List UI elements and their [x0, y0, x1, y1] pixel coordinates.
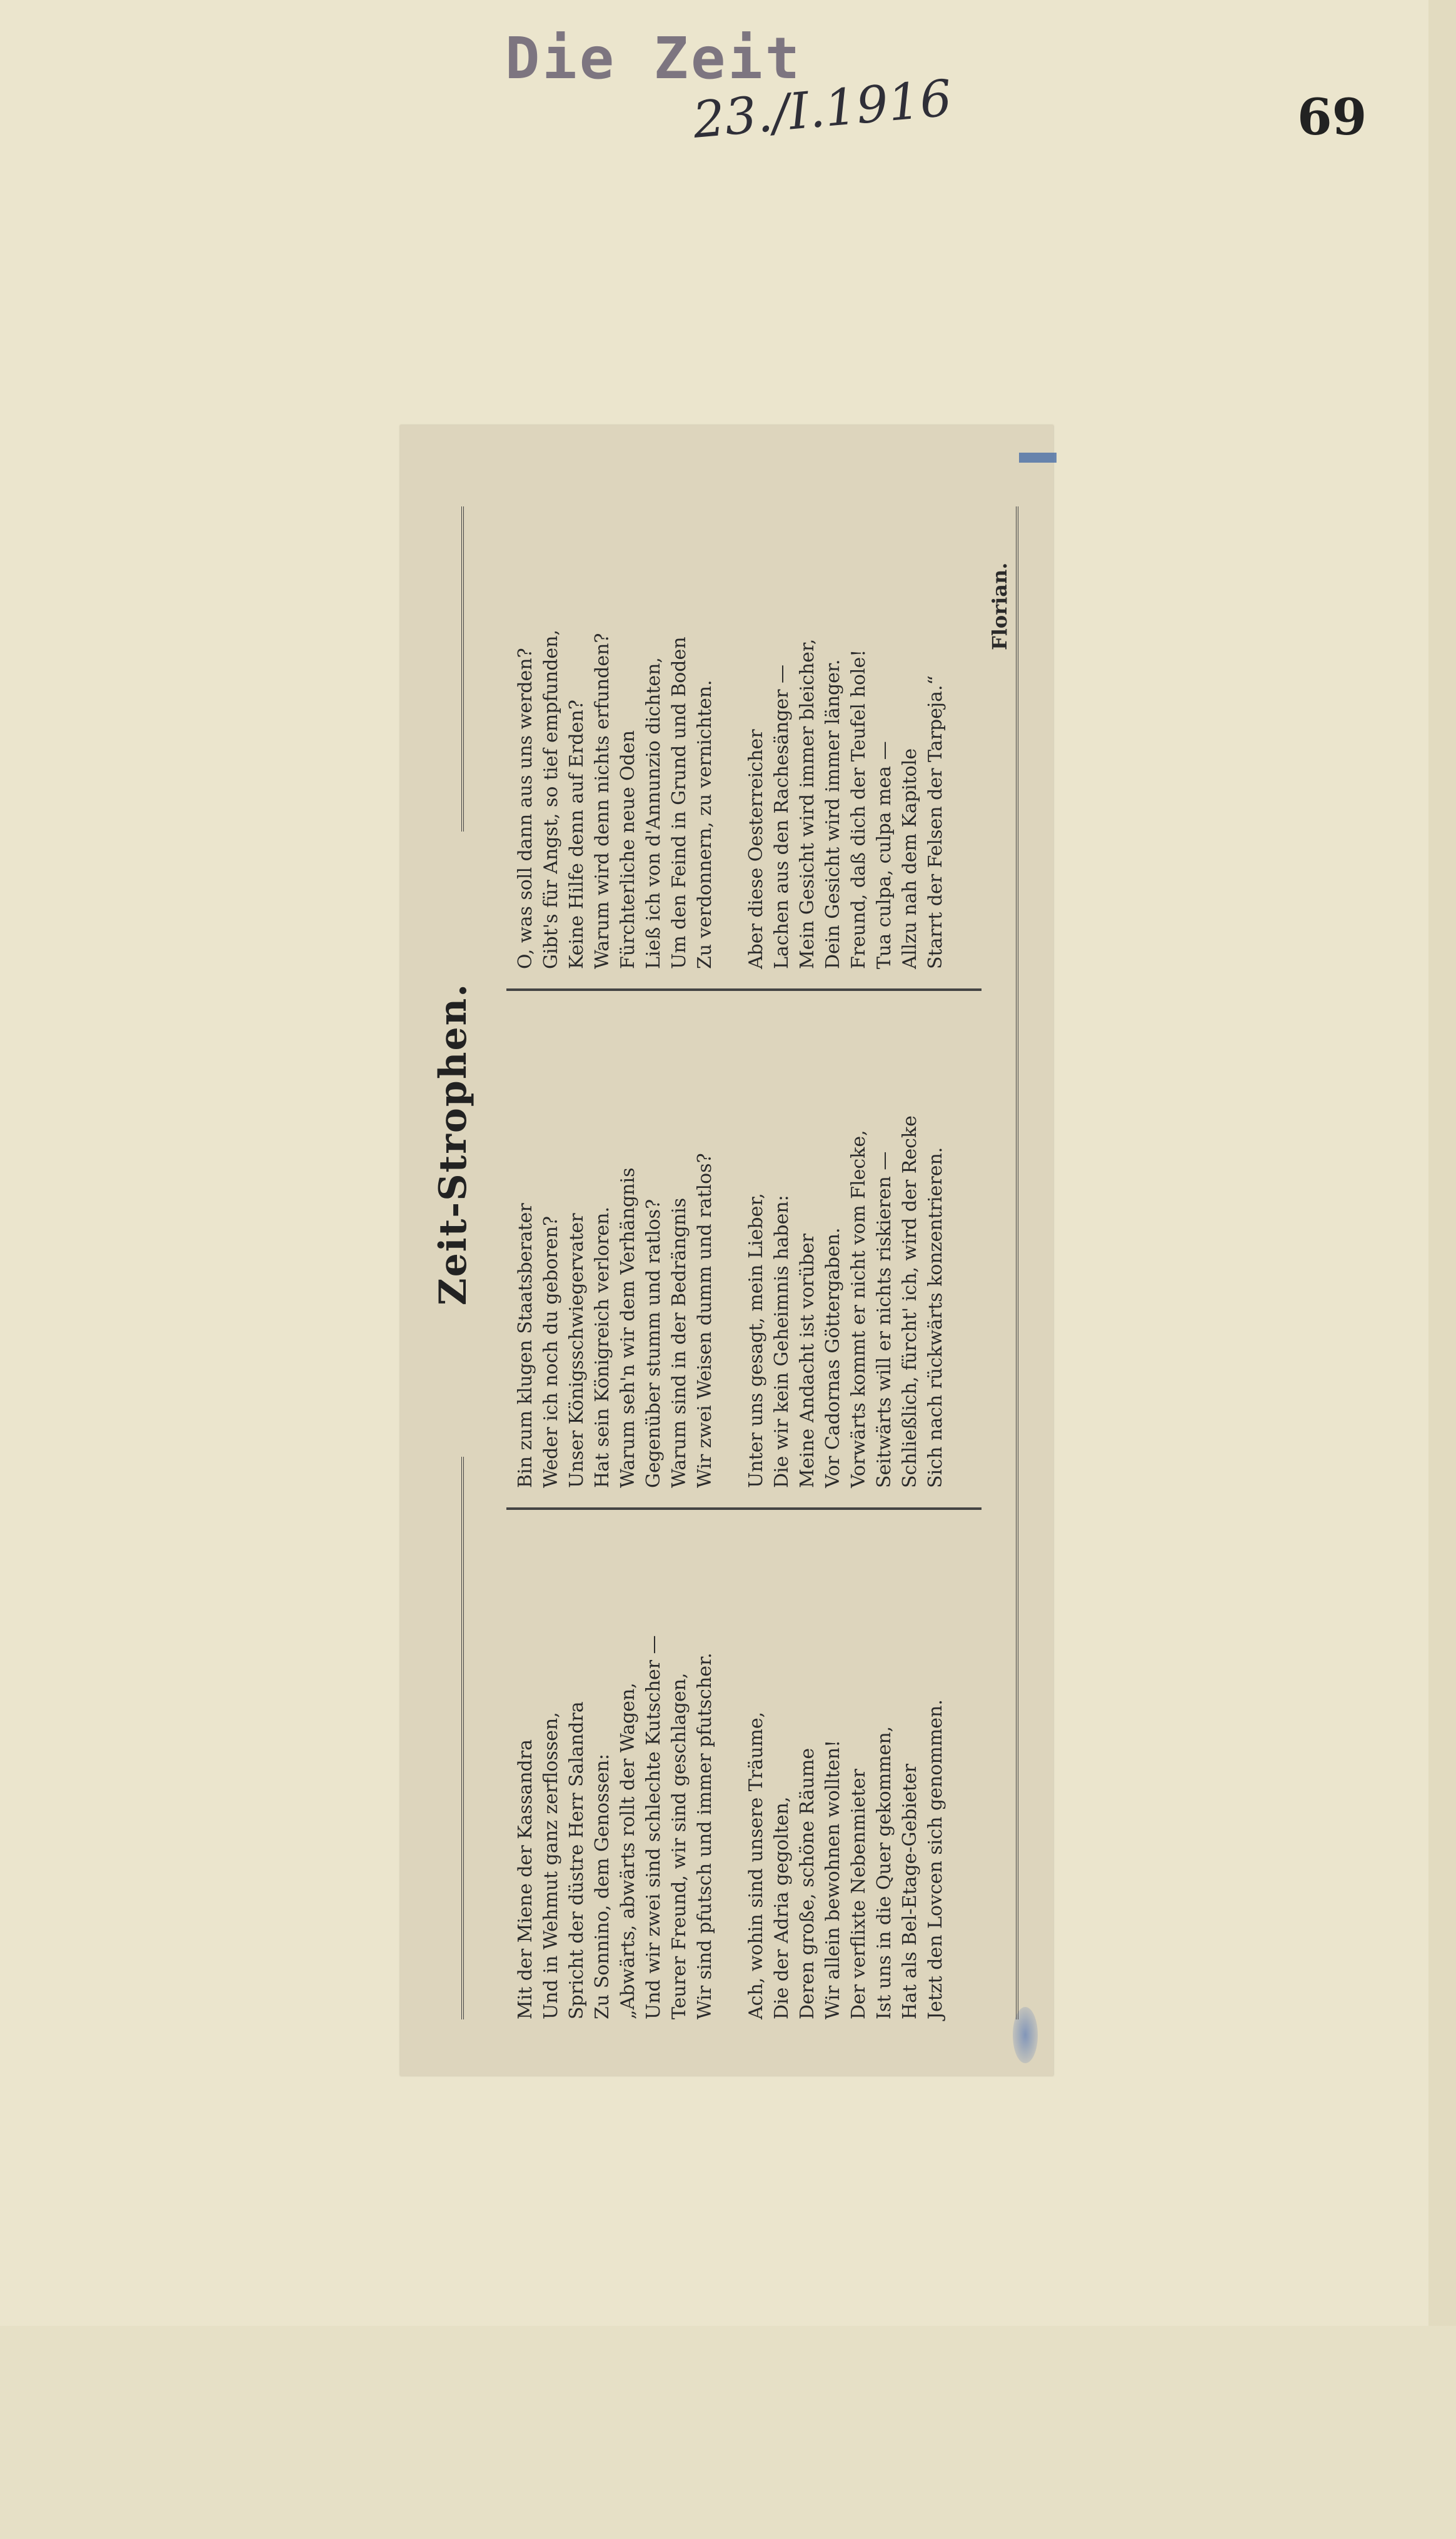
stanza — [743, 630, 948, 969]
verse-line: „Abwärts, abwärts rollt der Wagen, — [617, 1682, 639, 2019]
page-number: 69 — [1297, 88, 1367, 146]
verse-line: Die wir kein Geheimnis haben: — [771, 1195, 793, 1488]
verse-line: Freund, daß dich der Teufel hole! — [848, 649, 870, 969]
verse-line: Weder ich noch du geboren? — [540, 1215, 562, 1488]
poem-column-3 — [513, 630, 974, 969]
verse-line: Dein Gesicht wird immer länger. — [822, 659, 844, 969]
verse-line: Warum seh'n wir dem Verhängnis — [617, 1167, 639, 1488]
verse-line: Die der Adria gegolten, — [771, 1796, 793, 2019]
verse-line: Starrt der Felsen der Tarpeja.“ — [925, 675, 946, 969]
verse-line: Hat als Bel-Etage-Gebieter — [899, 1764, 921, 2019]
verse-line: Und wir zwei sind schlechte Kutscher — — [643, 1635, 665, 2019]
verse-line: Spricht der düstre Herr Salandra — [566, 1701, 588, 2019]
verse-line: Ist uns in die Quer gekommen, — [873, 1726, 895, 2019]
bottom-rule — [1016, 506, 1018, 2019]
verse-line: Schließlich, fürcht' ich, wird der Recke — [899, 1115, 921, 1488]
title-rule-right — [461, 506, 473, 832]
verse-line: Warum sind in der Bedrängnis — [668, 1197, 690, 1488]
poem-column-2 — [513, 1115, 974, 1488]
verse-line: Wir allein bewohnen wollten! — [822, 1739, 844, 2019]
verse-line: Gegenüber stumm und ratlos? — [643, 1199, 665, 1488]
verse-line: Deren große, schöne Räume — [796, 1747, 818, 2019]
verse-line: Keine Hilfe denn auf Erden? — [566, 700, 588, 969]
verse-line: Bin zum klugen Staatsberater — [515, 1203, 536, 1488]
newspaper-stamp: Die Zeit — [505, 25, 803, 92]
verse-line: Warum wird denn nichts erfunden? — [591, 633, 613, 969]
verse-line: Tua culpa, culpa mea — — [873, 741, 895, 969]
verse-line: Vorwärts kommt er nicht vom Flecke, — [848, 1130, 870, 1488]
verse-line: Wir zwei Weisen dumm und ratlos? — [694, 1153, 716, 1488]
verse-line: Jetzt den Lovcen sich genommen. — [925, 1699, 946, 2019]
verse-line: Gibt's für Angst, so tief empfunden, — [540, 629, 562, 969]
stanza — [513, 1115, 718, 1488]
verse-line: Unter uns gesagt, mein Lieber, — [745, 1193, 767, 1488]
handwritten-date: 23./I.1916 — [690, 69, 955, 149]
sheet-bottom-fold — [0, 2326, 1456, 2539]
author-signature: Florian. — [988, 562, 1012, 650]
verse-line: Um den Feind in Grund und Boden — [668, 636, 690, 969]
verse-line: Ließ ich von d'Annunzio dichten, — [643, 657, 665, 969]
column-divider — [506, 988, 982, 991]
verse-line: Unser Königsschwiegervater — [566, 1213, 588, 1488]
clipping-rotated-content — [400, 425, 1053, 2076]
verse-line: Der verflixte Nebenmieter — [848, 1769, 870, 2019]
verse-line: Fürchterliche neue Oden — [617, 730, 639, 969]
verse-line: Ach, wohin sind unsere Träume, — [745, 1711, 767, 2019]
title-rule-left — [461, 1457, 473, 2019]
verse-line: Und in Wehmut ganz zerflossen, — [540, 1712, 562, 2019]
verse-line: Lachen aus den Rachesänger — — [771, 665, 793, 969]
verse-line: Vor Cadornas Göttergaben. — [822, 1227, 844, 1488]
sheet-edge — [1428, 0, 1456, 2539]
poem-column-1 — [513, 1635, 974, 2019]
column-divider — [506, 1507, 982, 1510]
verse-line: Sich nach rückwärts konzentrieren. — [925, 1147, 946, 1488]
verse-line: Zu Sonnino, dem Genossen: — [591, 1753, 613, 2019]
verse-line: Hat sein Königreich verloren. — [591, 1206, 613, 1488]
verse-line: Wir sind pfutsch und immer pfutscher. — [694, 1652, 716, 2019]
verse-line: Allzu nah dem Kapitole — [899, 748, 921, 969]
stanza — [513, 630, 718, 969]
verse-line: Teurer Freund, wir sind geschlagen, — [668, 1672, 690, 2019]
stanza — [743, 1115, 948, 1488]
verse-line: Mein Gesicht wird immer bleicher, — [796, 638, 818, 969]
stanza — [513, 1635, 718, 2019]
newspaper-clipping — [400, 425, 1053, 2076]
verse-line: Zu verdonnern, zu vernichten. — [694, 680, 716, 969]
stanza — [743, 1635, 948, 2019]
verse-line: Meine Andacht ist vorüber — [796, 1233, 818, 1488]
poem-title: Zeit-Strophen. — [431, 982, 475, 1306]
verse-line: Mit der Miene der Kassandra — [515, 1739, 536, 2019]
verse-line: O, was soll dann aus uns werden? — [515, 648, 536, 969]
verse-line: Aber diese Oesterreicher — [745, 729, 767, 969]
ink-mark — [1019, 453, 1057, 463]
verse-line: Seitwärts will er nichts riskieren — — [873, 1151, 895, 1488]
